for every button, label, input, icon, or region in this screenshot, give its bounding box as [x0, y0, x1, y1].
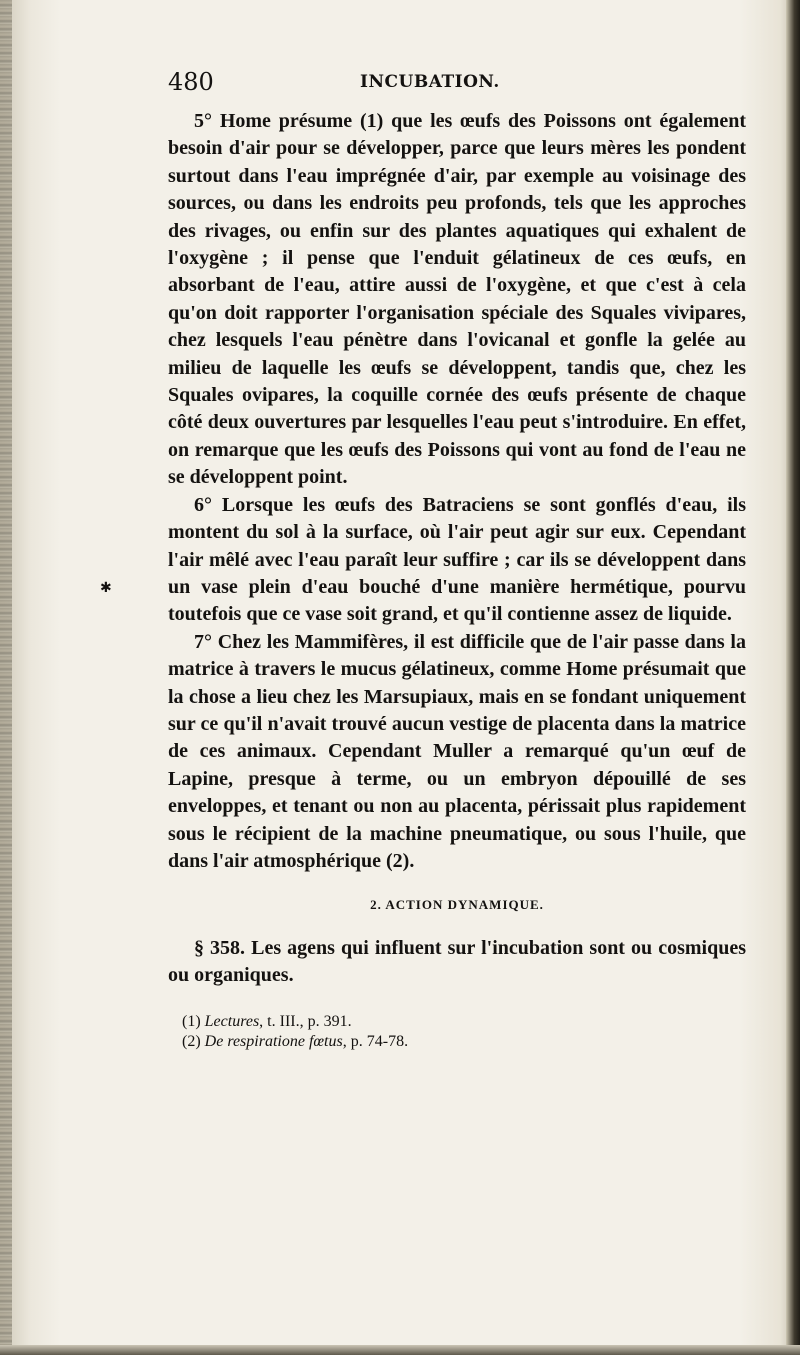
page-number: 480 — [168, 68, 214, 96]
section-heading: 2. ACTION DYNAMIQUE. — [370, 897, 544, 913]
paragraph-7: 7° Chez les Mammifères, il est difficile que de l'air passe dans la matrice à travers le mucus gélatineux, comme Home présumait que la chose a lieu chez les Marsupiaux, mais en se fondant uniquement sur ce qu'il n'avait trouvé aucun vestige de placenta dans la matrice de ces animaux. Cependant Muller a remarqué qu'un œuf de Lapine, presque à terme, ou un embryon dépouillé de ses enveloppes, et tenant ou non au placenta, périssait plus rapidement sous le récipient de la machine pneumatique, ou sous l'huile, que dans l'air atmosphérique (2). — [168, 630, 746, 872]
page-bottom-edge — [0, 1345, 800, 1355]
running-title: INCUBATION. — [360, 72, 500, 92]
page-right-edge — [786, 0, 800, 1355]
paragraph-6: 6° Lorsque les œufs des Batraciens se sont gonflés d'eau, ils montent du sol à la surface, où l'air peut agir sur eux. Cependant l'air mêlé avec l'eau paraît leur suffire ; car ils se développent dans un vase plein d'eau bouché d'une manière hermétique, pourvu toutefois que ce vase soit grand, et qu'il contienne assez de liquide. — [168, 493, 746, 626]
footnotes — [168, 1012, 746, 1052]
footnote-2: (2) De respiratione fœtus, p. 74-78. — [182, 1032, 409, 1050]
paragraph-5: 5° Home présume (1) que les œufs des Poissons ont également besoin d'air pour se développer, parce que leurs mères les pondent surtout dans l'eau imprégnée d'air, par exemple au voisinage des sources, ou dans les endroits peu profonds, tels que les approches des rivages, ou enfin sur des plantes aquatiques qui exhalent de l'oxygène ; il pense que l'enduit gélatineux de ces œufs, en absorbant de l'eau, attire aussi de l'oxygène, et que c'est à cela qu'on doit rapporter l'organisation spéciale des Squales vivipares, chez lesquels l'eau pénètre dans l'ovicanal et gonfle la gelée au milieu de laquelle les œufs se développent, tandis que, chez les Squales ovipares, la coquille cornée des œufs présente de chaque côté deux ouvertures par lesquelles l'eau peut s'introduire. En effet, on remarque que les œufs des Poissons qui vont au fond de l'eau ne se développent point. — [168, 110, 746, 489]
page-left-edge — [0, 0, 12, 1355]
margin-mark: ✱ — [100, 580, 112, 596]
body-text — [168, 108, 746, 1052]
section-paragraph: § 358. Les agens qui influent sur l'incubation sont ou cosmiques ou organiques. — [168, 936, 746, 987]
footnote-1: (1) Lectures, t. III., p. 391. — [182, 1012, 352, 1030]
